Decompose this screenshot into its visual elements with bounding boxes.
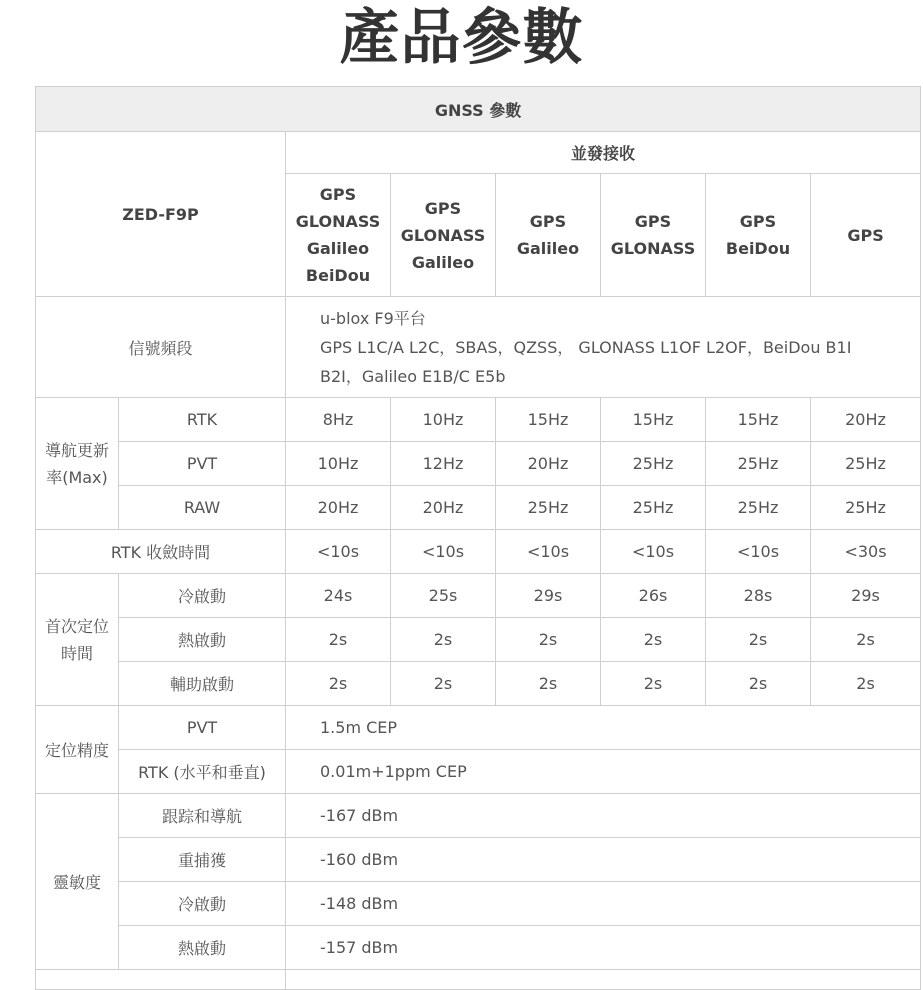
accuracy-label: 定位精度 [36,706,119,794]
constellation-name: Galileo [411,252,475,272]
table-cell: 12Hz [391,442,496,486]
sensitivity-row-label: 重捕獲 [119,838,286,882]
table-cell: 2s [496,662,601,706]
accuracy-value: 1.5m CEP [286,706,921,750]
table-cell: 2s [391,662,496,706]
table-cell: 20Hz [811,398,921,442]
table-cell: 25Hz [706,486,811,530]
table-cell: 20Hz [286,486,391,530]
table-cell: <30s [811,530,921,574]
constellation-name: GPS [634,212,672,231]
table-cell: 28s [706,574,811,618]
truncated-cell [36,970,286,990]
ttff-label: 首次定位 時間 [36,574,119,706]
nav-rate-label: 導航更新 率(Max) [36,398,119,530]
table-cell: 26s [601,574,706,618]
constellation-cell [601,174,706,297]
table-cell: 2s [706,662,811,706]
constellation-cell [391,174,496,297]
signal-band-line: u-blox F9平台 [320,308,426,328]
constellation-name: BeiDou [725,239,791,258]
table-cell: 2s [811,618,921,662]
section-header: GNSS 參數 [36,87,921,132]
table-cell: 25Hz [811,486,921,530]
nav-rate-row-label: PVT [119,442,286,486]
concurrent-header: 並發接收 [286,132,921,174]
constellation-name: GPS [847,225,884,245]
signal-band-line: GPS L1C/A L2C，SBAS，QZSS， GLONASS L1OF L2OF，BeiDou B1I [320,337,852,357]
constellation-cell [706,174,811,297]
ttff-row-label: 熱啟動 [119,618,286,662]
table-cell: 15Hz [496,398,601,442]
constellation-name: GLONASS [295,212,381,231]
constellation-cell [286,174,391,297]
model-cell: ZED-F9P [36,132,286,297]
table-cell: 2s [601,618,706,662]
signal-band-line: B2I，Galileo E1B/C E5b [320,366,506,386]
table-cell: 15Hz [601,398,706,442]
table-cell: 2s [706,618,811,662]
table-cell: 2s [496,618,601,662]
table-cell: <10s [286,530,391,574]
constellation-cell [811,174,921,297]
sensitivity-row-label: 冷啟動 [119,882,286,926]
table-cell: 25Hz [706,442,811,486]
constellation-cell [496,174,601,297]
sensitivity-value: -160 dBm [286,838,921,882]
sensitivity-value: -167 dBm [286,794,921,838]
constellation-name: Galileo [306,239,370,258]
table-cell: 2s [391,618,496,662]
sensitivity-value: -157 dBm [286,926,921,970]
table-cell: 25Hz [601,442,706,486]
signal-band-label: 信號頻段 [36,297,286,398]
table-cell: 15Hz [706,398,811,442]
table-cell: 2s [811,662,921,706]
table-cell: 10Hz [286,442,391,486]
table-cell: 25Hz [811,442,921,486]
truncated-cell [286,970,921,990]
constellation-name: GPS [424,198,462,218]
nav-rate-row-label: RAW [119,486,286,530]
constellation-name: BeiDou [305,266,371,285]
table-cell: 29s [496,574,601,618]
ttff-row-label: 冷啟動 [119,574,286,618]
table-cell: <10s [601,530,706,574]
table-cell: 2s [286,618,391,662]
table-cell: 24s [286,574,391,618]
table-cell: 20Hz [391,486,496,530]
table-cell: 2s [286,662,391,706]
constellation-name: GLONASS [400,225,486,245]
constellation-name: GPS [319,185,357,204]
accuracy-value: 0.01m+1ppm CEP [286,750,921,794]
sensitivity-row-label: 跟踪和導航 [119,794,286,838]
gnss-spec-table [35,86,921,990]
table-cell: <10s [391,530,496,574]
rtk-convergence-label: RTK 收斂時間 [36,530,286,574]
accuracy-row-label: RTK (水平和垂直) [119,750,286,794]
signal-band-value [286,297,921,398]
constellation-name: Galileo [516,239,580,258]
table-cell: <10s [706,530,811,574]
page-title: 產品參數 [339,3,584,73]
sensitivity-label: 靈敏度 [36,794,119,970]
constellation-name: GPS [739,212,777,231]
table-cell: 8Hz [286,398,391,442]
table-cell: 2s [601,662,706,706]
table-cell: 29s [811,574,921,618]
table-cell: 25Hz [496,486,601,530]
table-cell: 10Hz [391,398,496,442]
ttff-row-label: 輔助啟動 [119,662,286,706]
sensitivity-value: -148 dBm [286,882,921,926]
nav-rate-row-label: RTK [119,398,286,442]
constellation-name: GPS [529,212,567,231]
table-cell: <10s [496,530,601,574]
constellation-name: GLONASS [610,239,696,258]
accuracy-row-label: PVT [119,706,286,750]
sensitivity-row-label: 熱啟動 [119,926,286,970]
table-cell: 20Hz [496,442,601,486]
table-cell: 25Hz [601,486,706,530]
table-cell: 25s [391,574,496,618]
